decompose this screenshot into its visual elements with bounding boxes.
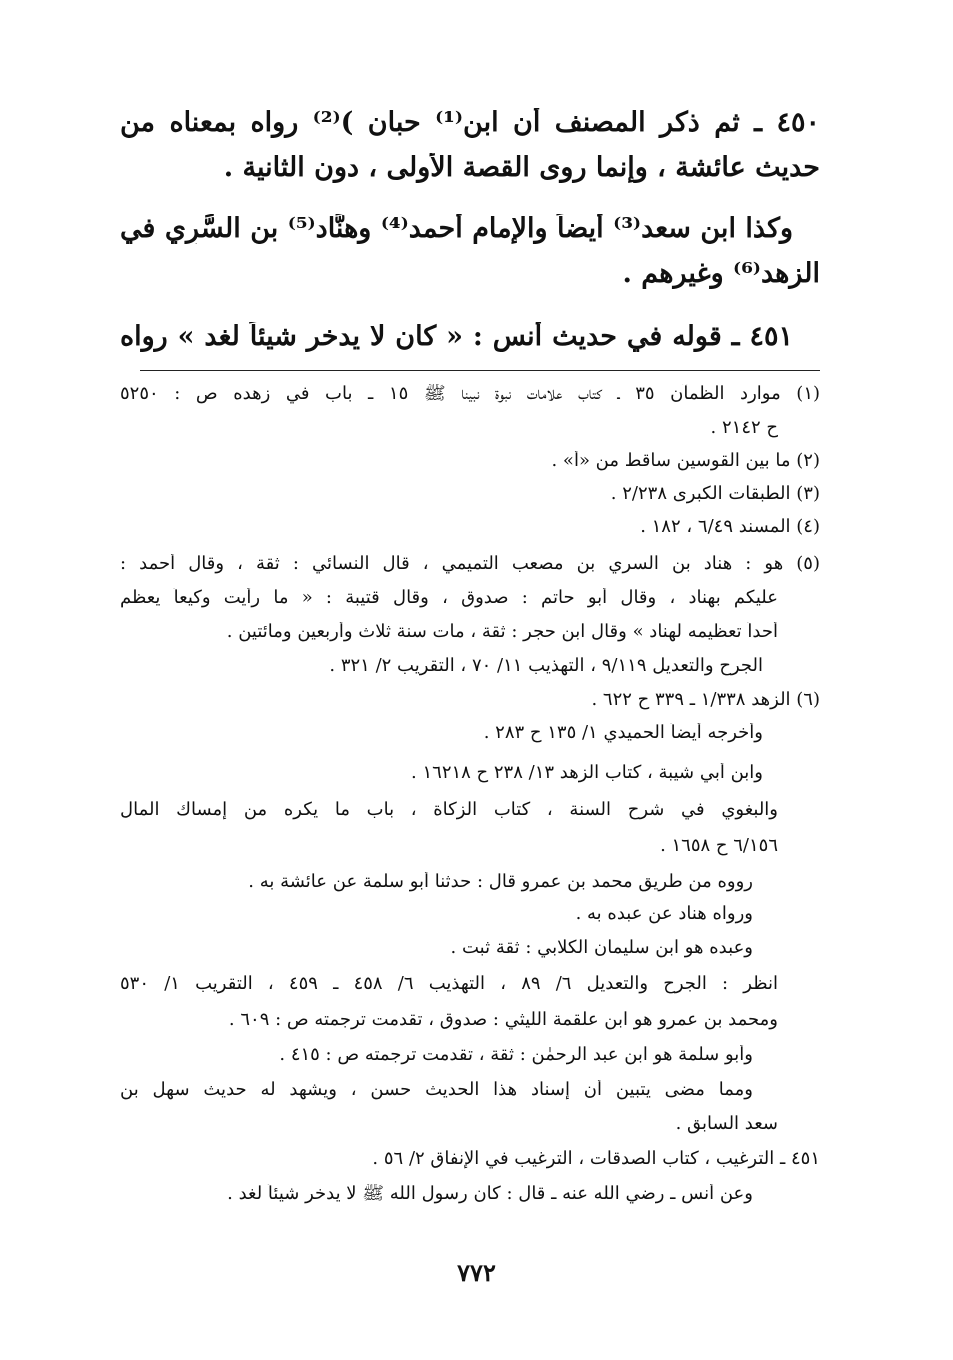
footnote-line: رووه من طريق محمد بن عمرو قال : حدثنا أبو سلمة عن عائشة به . [248,872,753,892]
footnote-line: سعد السابق . [675,1114,778,1134]
footnote-line: عليكم بهناد ، وقال أبو حاتم : صدوق ، وقال قتيبة : « ما رأيت وكيعاً يعظم [120,588,778,608]
main-line-3: وكذا ابن سعد⁽³⁾ أيضاً والإمام أحمد⁽⁴⁾ وهنَّاد⁽⁵⁾ بن السَّرِي في [120,214,793,244]
footnote-line: وعبده هو ابن سليمان الكلابي : ثقة ثبت . [450,938,753,958]
page-number: ٧٧٢ [457,1258,496,1287]
footnote-line: الجرح والتعديل ٩/١١٩ ، التهذيب ١١/ ٧٠ ، التقريب ٢/ ٣٢١ . [329,656,763,676]
footnote-line: ٤٥١ ـ الترغيب ، كتاب الصدقات ، الترغيب في الإنفاق ٢/ ٥٦ . [372,1149,820,1169]
footnote-separator [140,370,820,371]
footnote-line: ومما مضى يتبين أن إسناد هذا الحديث حسن ، ويشهد له حديث سهل بن [120,1080,753,1100]
footnote-line: وعن أنس ـ رضي الله عنه ـ قال : كان رسول الله ﷺ لا يدخر شيئاً لغد . [227,1184,753,1204]
footnote-line: وأبو سلمة هو ابن عبد الرحمٰن : ثقة ، تقدمت ترجمته ص : ٤١٥ . [279,1045,753,1065]
main-line-1: ٤٥٠ ـ ثم ذكر المصنف أن ابن⁽¹⁾ حبان )⁽²⁾ رواه بمعناه من [120,108,820,138]
footnote-line: أحداً تعظيمه لهناد » وقال ابن حجر : ثقة ، مات سنة ثلاث وأربعين ومائتين . [226,622,778,642]
footnote-line: (١) موارد الظمآن ٣٥ ـ كتاب علامات نبوة نبينا ﷺ ١٥ ـ باب في زهده ص : ٥٢٥٠ [120,384,820,404]
main-line-5: ٤٥١ ـ قوله في حديث أنس : « كان لا يدخر شيئاً لغد » رواه [120,322,793,352]
footnote-line: (٦) الزهد ١/٣٣٨ ـ ٣٣٩ ح ٦٢٢ . [591,690,820,710]
footnote-line: وأخرجه أيضاً الحميدي ١/ ١٣٥ ح ٢٨٣ . [483,723,763,743]
footnote-line: (٢) ما بين القوسين ساقط من «أ» . [551,451,820,471]
footnote-line: (٥) هو : هناد بن السري بن مصعب التميمي ، قال النسائي : ثقة ، وقال أحمد : [120,554,820,574]
footnote-line: (٤) المسند ٦/٤٩ ، ١٨٢ . [640,517,820,537]
main-line-2: حديث عائشة ، وإنما روى القصة الأولى ، دون الثانية . [223,153,820,183]
footnote-line: انظر : الجرح والتعديل ٦/ ٨٩ ، التهذيب ٦/ ٤٥٨ ـ ٤٥٩ ، التقريب ١/ ٥٣٠ [120,974,778,994]
footnote-line: ح ٢١٤٢ . [710,418,778,438]
footnote-line: (٣) الطبقات الكبرى ٢/٢٣٨ . [610,484,820,504]
footnote-line: ورواه هناد عن عبده به . [575,904,753,924]
footnote-line: والبغوي في شرح السنة ، كتاب الزكاة ، باب ما يكره من إمساك المال [120,800,778,820]
footnote-line: ومحمد بن عمرو هو ابن علقمة الليثي : صدوق ، تقدمت ترجمته ص : ٦٠٩ . [228,1010,778,1030]
footnote-line: وابن أبي شيبة ، كتاب الزهد ١٣/ ٢٣٨ ح ١٦٢١٨ . [411,763,763,783]
footnote-line: ٦/١٥٦ ح ١٦٥٨ . [660,836,778,856]
main-line-4: الزهد⁽⁶⁾ وغيرهم . [622,259,820,289]
